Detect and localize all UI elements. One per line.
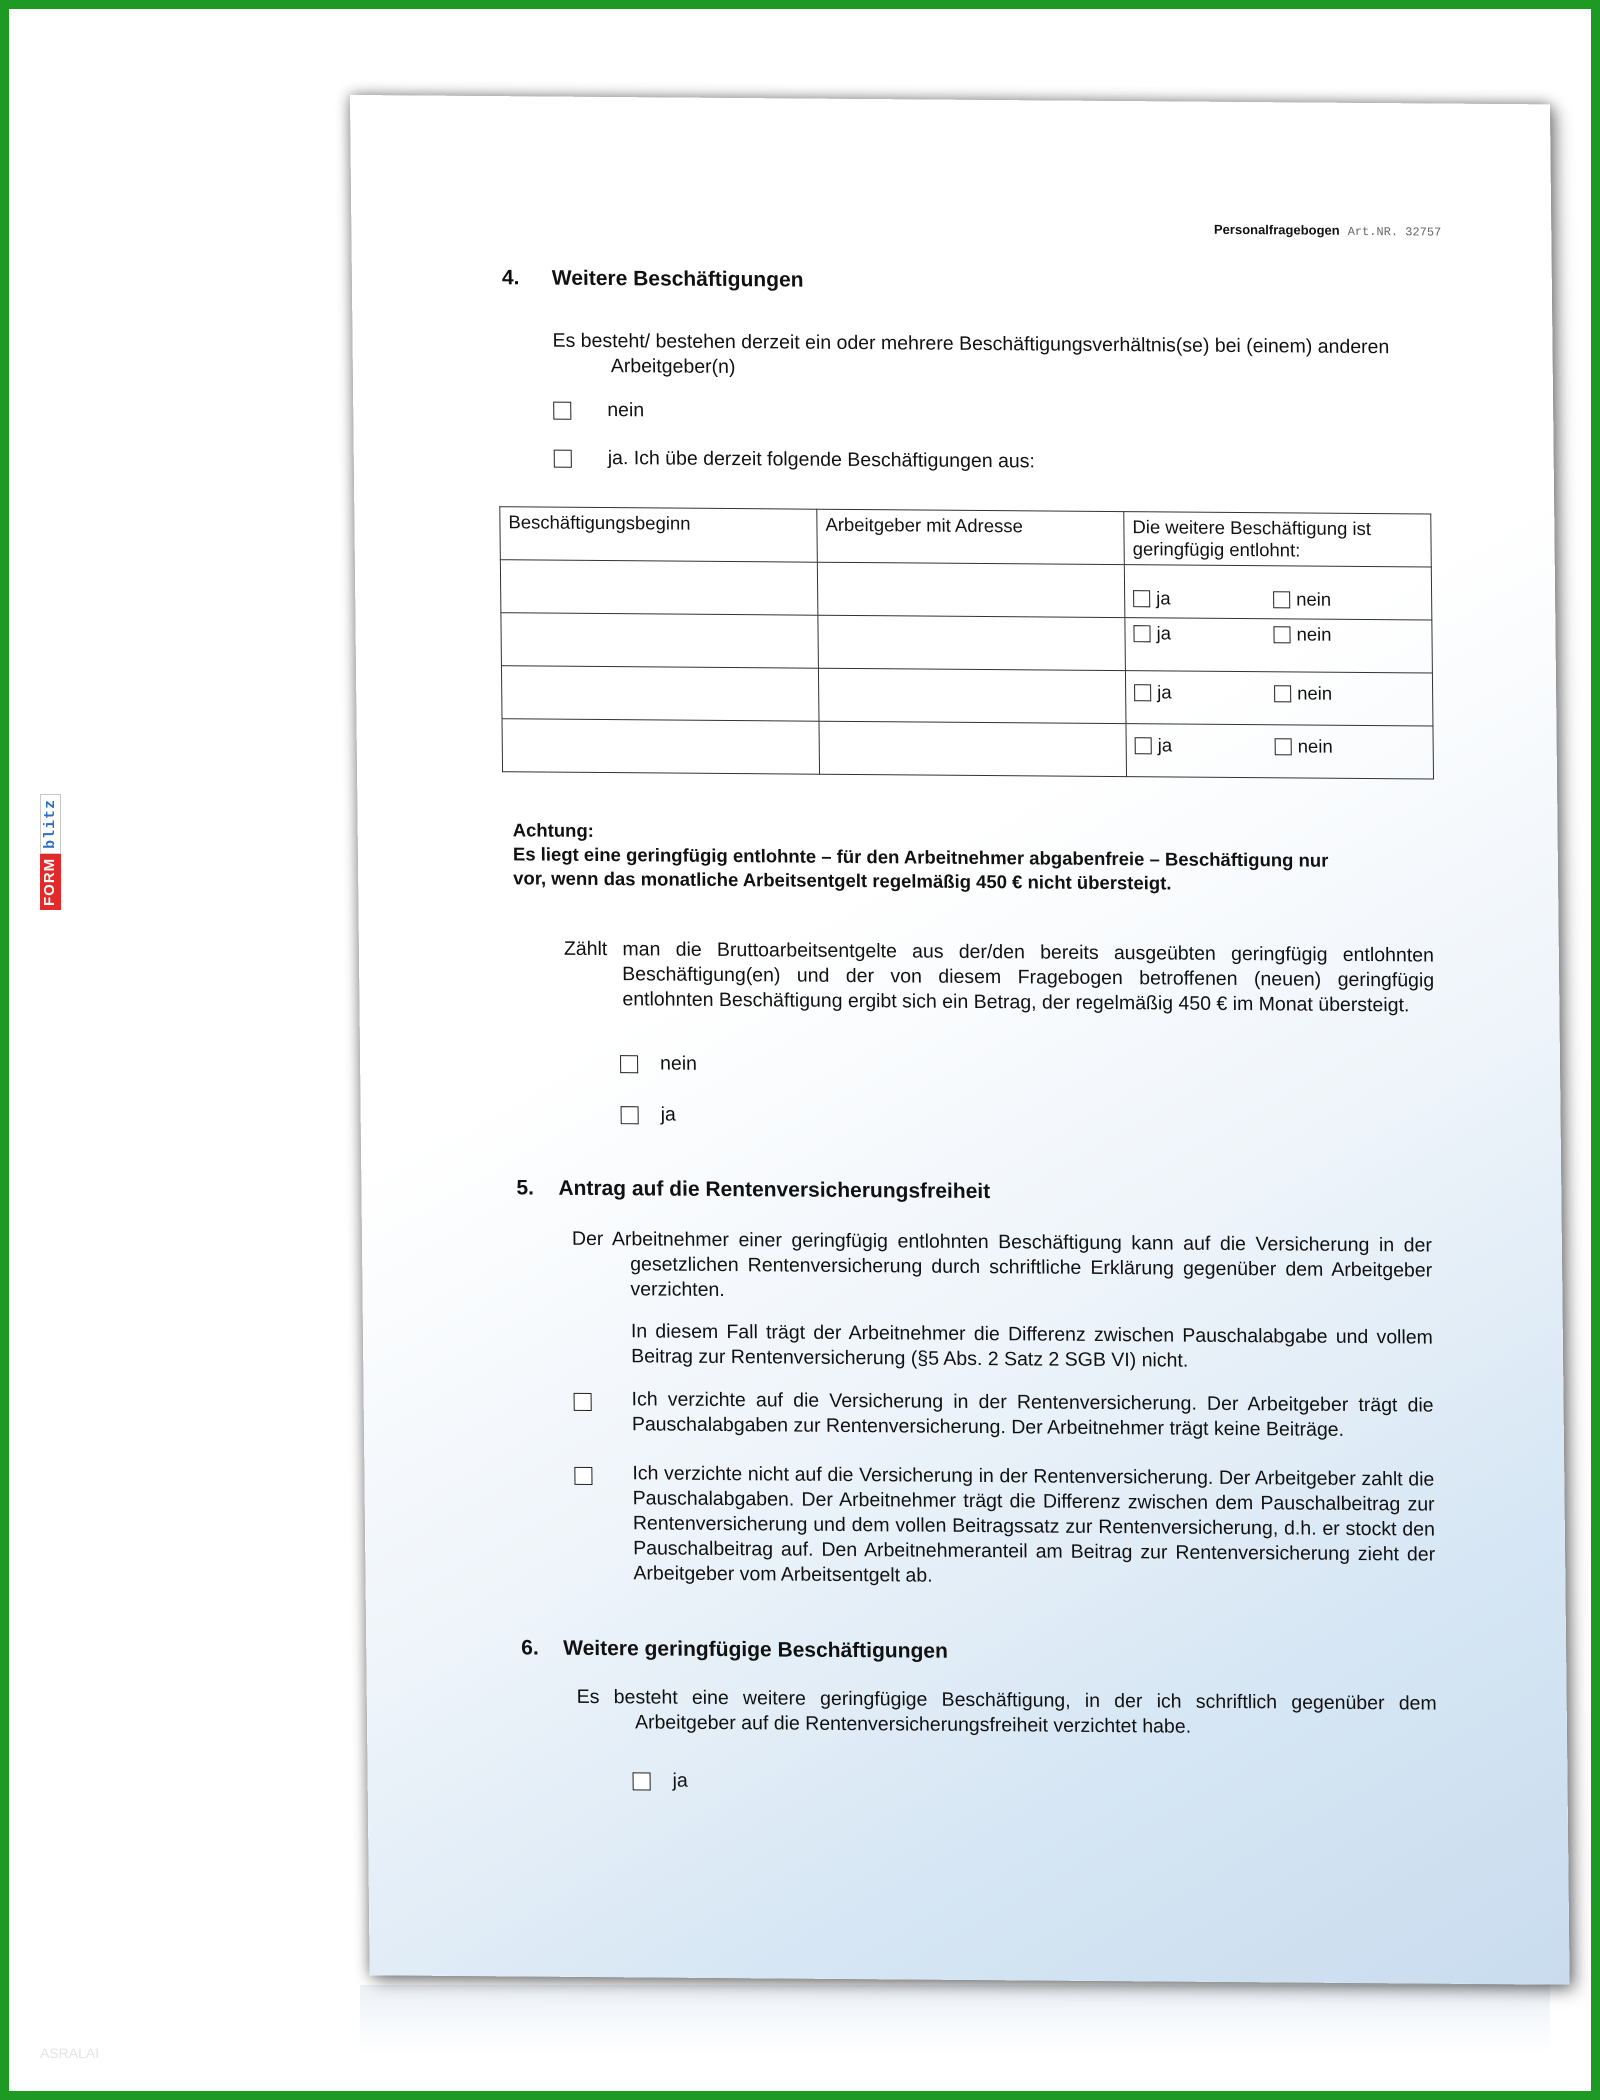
section-4-title: Weitere Beschäftigungen (551, 266, 804, 292)
option-label: nein (1297, 735, 1333, 757)
cell-marginal (1125, 671, 1433, 726)
section-5-para2: In diesem Fall trägt der Arbeitnehmer die Differenz zwischen Pauschalabgabe und vollem Beitrag zur Rentenversicherung (§5 Abs. 2 Satz 2 SGB VI) nicht. (630, 1320, 1433, 1372)
option-label: ja (672, 1769, 688, 1792)
option-label: nein (1296, 588, 1332, 610)
option-label: ja (1157, 681, 1172, 703)
cell-marginal (1125, 618, 1433, 673)
section-4-number: 4. (501, 266, 520, 290)
sum-option-no[interactable] (620, 1052, 697, 1076)
cell-employer[interactable] (819, 721, 1127, 776)
section-5-heading (516, 1176, 990, 1204)
option-label: ja (1156, 587, 1171, 609)
checkbox-row1-no[interactable] (1273, 591, 1290, 608)
section-6-title: Weitere geringfügige Beschäftigungen (563, 1636, 948, 1663)
checkbox-4-yes[interactable] (554, 449, 572, 467)
sum-question-text: Zählt man die Bruttoarbeitsentgelte aus der/den bereits ausgeübten geringfügig entlohnten Beschäftigung(en) und der von diesem Fragebogen betroffenen (neuen) geringfügig entlohnten Beschäftigung ergibt sich ein Betrag, der regelmäßig 450 € im Monat übersteigt. (563, 937, 1435, 1017)
section-6-para: Es besteht eine weitere geringfügige Beschäftigung, in der ich schriftlich gegenüber dem Arbeitgeber auf die Rentenversicherungsfreiheit verzichtet habe. (576, 1685, 1437, 1738)
section-4-heading (502, 266, 804, 292)
cell-marginal (1124, 565, 1432, 620)
section-4-intro-line2: Arbeitgeber(n) (610, 355, 736, 379)
section-5-option2-checkbox-wrap[interactable] (574, 1467, 592, 1490)
cell-employer[interactable] (817, 562, 1125, 617)
option-label: nein (659, 1052, 698, 1075)
checkbox-row3-no[interactable] (1274, 685, 1291, 702)
section-5-option1-checkbox-wrap[interactable] (574, 1393, 592, 1416)
checkbox-sum-yes[interactable] (621, 1106, 639, 1124)
checkbox-row2-no[interactable] (1273, 626, 1290, 643)
option-label: nein (1297, 682, 1333, 704)
section-5-title: Antrag auf die Rentenversicherungsfreiheit (558, 1176, 991, 1204)
col-header-marginal: Die weitere Beschäftigung ist geringfügig entlohnt: (1124, 512, 1432, 567)
header-art-nr: Art.NR. 32757 (1347, 224, 1442, 240)
checkbox-5-option1[interactable] (574, 1393, 592, 1411)
option-label: ja (1157, 734, 1173, 756)
notice-heading: Achtung: (512, 819, 594, 841)
checkbox-row2-yes[interactable] (1133, 625, 1150, 642)
table-row (501, 613, 1433, 673)
checkbox-row1-yes[interactable] (1133, 590, 1150, 607)
table-header-row (500, 507, 1432, 567)
document-sheet (350, 95, 1570, 1985)
checkbox-row3-yes[interactable] (1134, 684, 1151, 701)
checkbox-6-yes[interactable] (633, 1772, 651, 1790)
cell-marginal (1126, 724, 1434, 779)
col-header-employer: Arbeitgeber mit Adresse (817, 509, 1125, 564)
table-row (501, 666, 1433, 726)
option-label: ja. Ich übe derzeit folgende Beschäftigungen aus: (607, 447, 1035, 473)
option-label: nein (607, 399, 645, 422)
section-4-option-no[interactable] (553, 399, 644, 423)
cell-start[interactable] (501, 666, 819, 721)
cell-start[interactable] (500, 560, 818, 615)
notice-block (513, 818, 1414, 897)
section-5-option1-text: Ich verzichte auf die Versicherung in der Rentenversicherung. Der Arbeitgeber trägt die Pauschalabgaben zur Rentenversicherung. Der Arbeitnehmer trägt keine Beiträge. (631, 1388, 1434, 1441)
option-label: ja (660, 1103, 676, 1126)
notice-line2: vor, wenn das monatliche Arbeitsentgelt regelmäßig 450 € nicht übersteigt. (513, 867, 1172, 894)
section-6-heading (521, 1636, 948, 1663)
brand-blitz: blitz (40, 794, 61, 854)
option-label: nein (1296, 623, 1332, 645)
document-header (1214, 222, 1441, 240)
section-6-number: 6. (521, 1636, 539, 1660)
notice-line1: Es liegt eine geringfügig entlohnte – für den Arbeitnehmer abgabenfreie – Beschäftigung nur (512, 843, 1329, 871)
checkbox-sum-no[interactable] (620, 1055, 638, 1073)
section-5-para1: Der Arbeitnehmer einer geringfügig entlohnten Beschäftigung kann auf die Versicherung in der gesetzlichen Rentenversicherung durch schriftliche Erklärung gegenüber dem Arbeitgeber verzichten. (571, 1227, 1433, 1302)
cell-start[interactable] (501, 613, 819, 668)
section-6-option-yes[interactable] (632, 1769, 687, 1792)
watermark: ASRALAI (40, 2045, 100, 2061)
section-5-number: 5. (516, 1176, 535, 1200)
sum-option-yes[interactable] (621, 1103, 676, 1126)
col-header-start: Beschäftigungsbeginn (500, 507, 818, 562)
cell-employer[interactable] (818, 615, 1126, 670)
section-4-intro-line1: Es besteht/ bestehen derzeit ein oder mehrere Beschäftigungsverhältnis(se) bei (einem) anderen (552, 329, 1390, 359)
checkbox-row4-yes[interactable] (1135, 737, 1152, 754)
header-title: Personalfragebogen (1213, 221, 1340, 238)
employment-table (499, 506, 1434, 779)
option-label: ja (1156, 622, 1172, 644)
cell-start[interactable] (502, 719, 820, 774)
checkbox-row4-no[interactable] (1275, 738, 1292, 755)
checkbox-4-no[interactable] (553, 401, 571, 419)
section-5-option2-text: Ich verzichte nicht auf die Versicherung in der Rentenversicherung. Der Arbeitgeber zahlt die Pauschalabgaben. Der Arbeitnehmer trägt die Differenz zwischen dem Pauschalbeitrag zur Rentenversicherung und dem vollen Beitragssatz zur Rentenversicherung, d.h. er stockt den Pauschalbeitrag auf. Den Arbeitnehmeranteil am Beitrag zur Rentenversicherung zieht der Arbeitgeber vom Arbeitsentgelt ab. (632, 1462, 1436, 1587)
section-4-option-yes[interactable] (554, 447, 1035, 474)
table-row (500, 560, 1432, 620)
checkbox-5-option2[interactable] (574, 1467, 592, 1485)
brand-form: FORM (40, 854, 61, 910)
table-row (502, 719, 1434, 779)
cell-employer[interactable] (818, 668, 1126, 723)
section-4-intro (552, 329, 1432, 386)
sheet-reflection (360, 1985, 1550, 2055)
